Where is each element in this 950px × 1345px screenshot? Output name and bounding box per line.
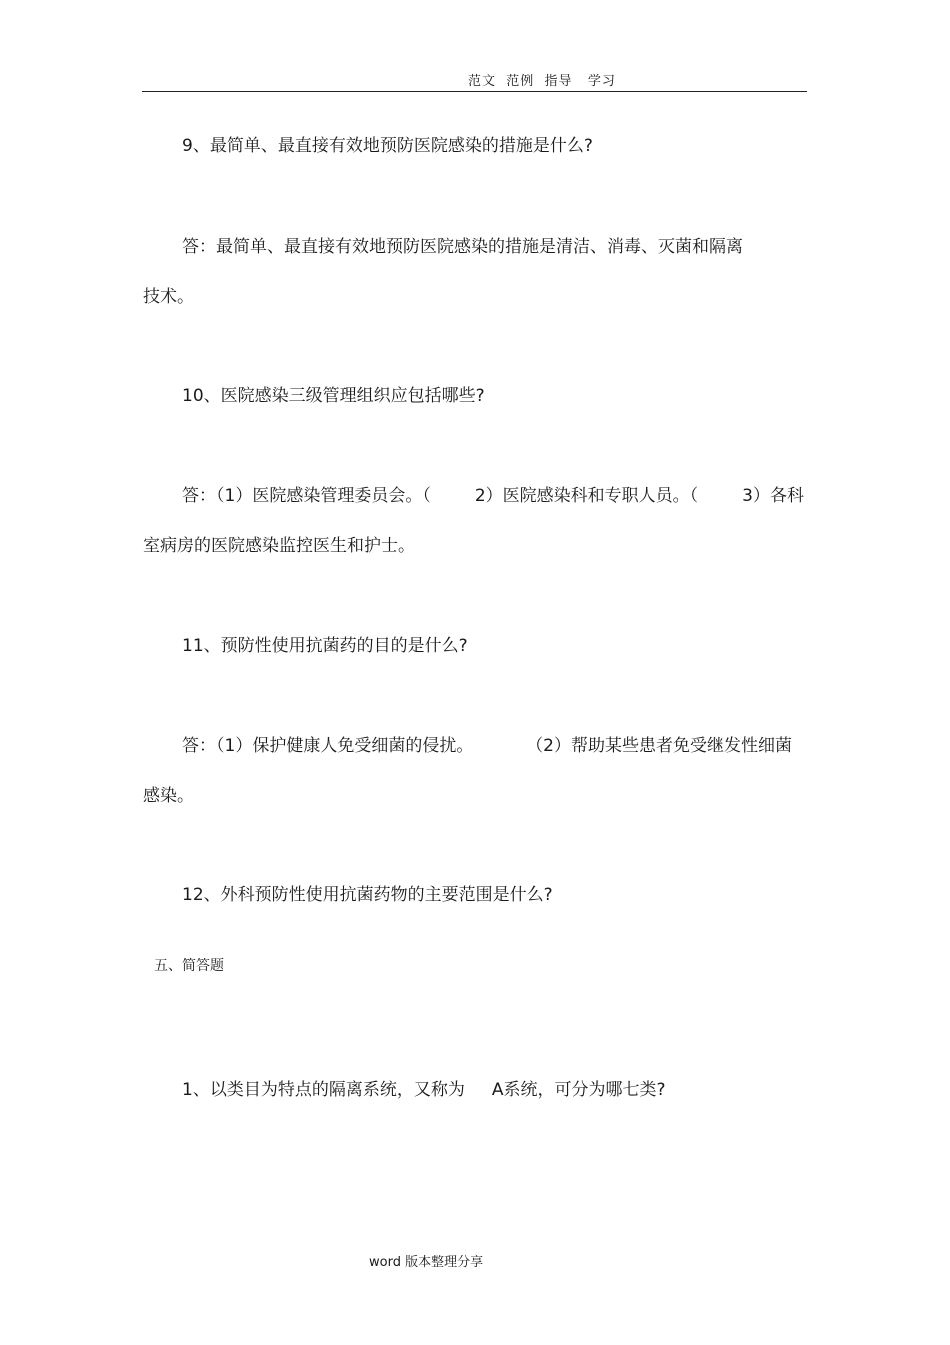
question-11: 11、预防性使用抗菌药的目的是什么? [182, 636, 468, 656]
answer-11-line-1 [182, 731, 792, 756]
section-question-1: 1、以类目为特点的隔离系统，又称为 A系统，可分为哪七类? [182, 1080, 666, 1100]
answer-10-line-1 [182, 481, 804, 506]
question-9: 9、最简单、最直接有效地预防医院感染的措施是什么? [182, 136, 593, 156]
question-10: 10、医院感染三级管理组织应包括哪些? [182, 386, 485, 406]
answer-9-line-1: 答：最简单、最直接有效地预防医院感染的措施是清洁、消毒、灭菌和隔离 [182, 237, 743, 257]
page-footer: word 版本整理分享 [369, 1255, 484, 1270]
page-header: 范文 范例 指导 学习 [468, 74, 616, 89]
answer-11-part-1: 答：（1）保护健康人免受细菌的侵扰。 [182, 736, 474, 756]
answer-10-part-3: 3）各科 [742, 486, 804, 506]
question-12: 12、外科预防性使用抗菌药物的主要范围是什么? [182, 885, 553, 905]
section-heading: 五、简答题 [154, 958, 224, 974]
answer-9-line-2: 技术。 [143, 287, 194, 307]
answer-10-part-1: 答：（1）医院感染管理委员会。（ [182, 486, 431, 506]
answer-11-line-2: 感染。 [143, 786, 194, 806]
header-divider [142, 91, 807, 92]
answer-10-line-2: 室病房的医院感染监控医生和护士。 [143, 536, 415, 556]
answer-10-part-2: 2）医院感染科和专职人员。（ [474, 486, 699, 506]
answer-11-part-2: （2）帮助某些患者免受继发性细菌 [526, 736, 792, 756]
